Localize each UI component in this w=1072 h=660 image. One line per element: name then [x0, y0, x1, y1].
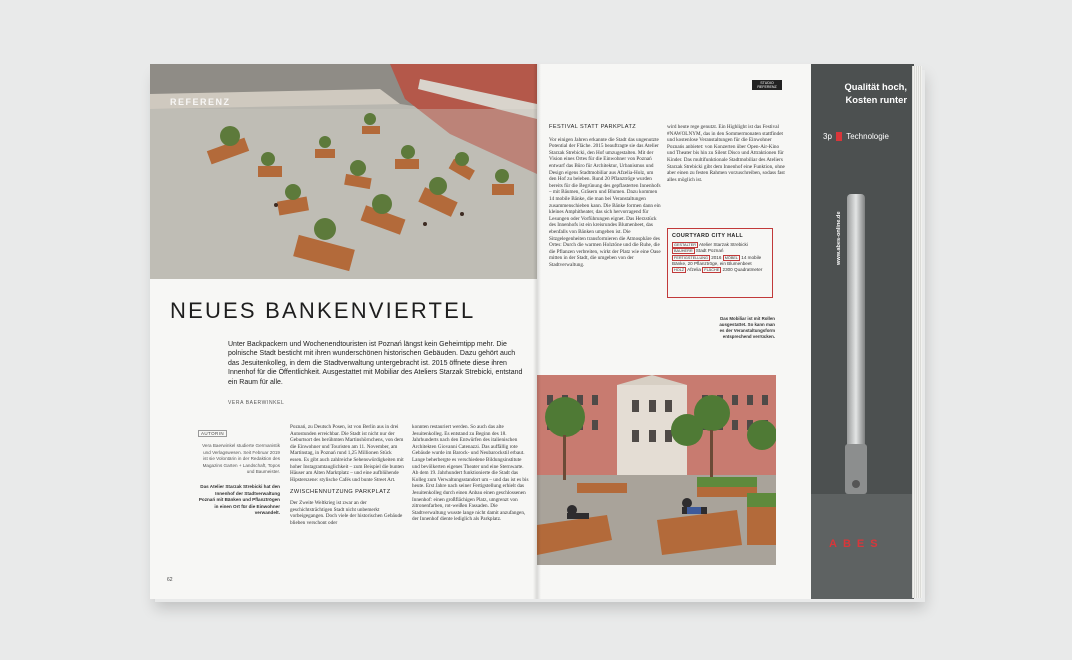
author-box-label: AUTORIN [198, 430, 227, 437]
ad-headline-line1: Qualität hoch, [844, 81, 907, 92]
courtyard-photo [537, 375, 776, 565]
courtyard-aerial-photo [150, 64, 537, 279]
info-value: 2016 [711, 254, 722, 260]
body-col1b-text: Der Zweite Weltkrieg ist zwar an der geschichtsträchtigen Stadt nicht unbemerkt vorbeigegangen. Doch viele der historischen Gebäude blieben verschont oder [290, 499, 403, 526]
subhead-festival: FESTIVAL STATT PARKPLATZ [549, 124, 637, 130]
page-stack-edge [912, 66, 922, 598]
info-key: FLÄCHE [704, 268, 720, 273]
body-column-2 [412, 424, 530, 523]
info-key: MÖBEL [724, 255, 738, 260]
body-col2-text: konnten restauriert werden. So auch das alte Jesuitenkolleg. Es entstand zu Beginn des 18. Jahrhunderts nach den Entwürfen des italienischen Architekten Giovanni Catenazzi. Das auffällig rote Gebäude wurde im Barock- und Neubarockstil erbaut. Lange beherbergte es verschiedene Bildungsinstitute und bevölkerten eigenes Theater und eine Sternwarte. Ab dem 19. Jahrhundert funktionierte die Stadt das Kolleg zum Verwaltungsstandort um – und das ist es bis heute. Erst Jahre nach seiner Fertigstellung erhielt das Jesuitenkolleg durch einen Anbau einen geschlossenen Innenhof: einen großflächigen Platz, umgrenzt von zitronenfarben, rot-weißen Fassaden. Die Stadtverwaltung wusste lange nicht damit anzufangen, der Innenhof diente lediglich als Parkplatz. [412, 424, 529, 523]
info-box-title: COURTYARD CITY HALL [672, 233, 744, 239]
left-caption: Das Atelier Starzak Strebicki hat den Innenhof der Stadtverwaltung Poznań mit Bänken und Pflanztrögen in einen Ort für die Einwohner verwandelt. [198, 483, 280, 516]
info-key: FERTIGSTELLUNG [674, 255, 708, 260]
ad-page [811, 64, 914, 599]
right-caption: Das Mobiliar ist mit Rollen ausgestattet. So kann man es der Veranstaltungsform entsprechend verrücken. [719, 316, 775, 339]
body-col3-text: Vor einigen Jahren erkannte die Stadt das ungenutzte Potential der Fläche. 2015 beauftragte sie das Atelier Starzak Strebicki, den Hof umzugestalten. Mit der Vision eines Ortes für die Einwohner von Poznań entwarf das Büro für Architektur, Urbanismus und Design eigens Stadtmobiliar aus Afzelia-Holz, um den Hof zu beleben. Rund 20 Pflanztröge wurden bereits für die Begrünung des gepflasterten Innenhofs – mit Bäumen, Gräsern und Blumen. Dazu kommen 14 mobile Bänke, die man bei Veranstaltungen zusammenschieben kann. Die Bänke formen dann ein kleines Amphitheater, das sich hervorragend für Lesungen oder Vorführungen eignet. Das Herzstück des Innenhofs ist ein kreisrundes Blumenbeet, das ebenfalls von Bänken umgeben ist. Die Sitzgelegenheiten transformieren die Atmosphäre des Ortes: Durch die warmen Holztöne und die Ruhe, die die Pflanzen verbreiten, wirkt der Platz wie eine Oase mitten in der Stadt, die umgeben von der Stadtverwaltung. [549, 136, 661, 268]
body-column-4 [667, 124, 787, 183]
ad-tech [823, 132, 889, 141]
info-value: 2300 Quadratmeter [722, 267, 763, 273]
article-title: NEUES BANKENVIERTEL [170, 298, 476, 323]
right-page [537, 64, 812, 599]
section-label: REFERENZ [170, 97, 231, 107]
info-value: Stadt Poznań [695, 248, 724, 254]
info-key: HOLZ [674, 268, 685, 273]
info-key: BAUHERR [674, 249, 693, 254]
subhead-parkplatz: ZWISCHENNUTZUNG PARKPLATZ [290, 489, 391, 496]
gutter-shadow [533, 64, 541, 599]
article-lead: Unter Backpackern und Wochenendtouristen ist Poznań längst kein Geheimtipp mehr. Die polnische Stadt besticht mit ihren wunderschönen historischen Gebäuden. Dazu gehört auch das Jesuitenkolleg, in dem die Stadtverwaltung untergebracht ist. 2015 öffnete diese ihren Innenhof für die Öffentlichkeit. Ausgestattet mit Mobiliar des Ateliers Starzak Strebicki, entstand ein Raum für alle. [228, 341, 523, 386]
info-value: 14 mobile Bänke, 20 Pflanztröge, ein Blumenbeet [672, 254, 762, 266]
info-value: Afzelia [687, 267, 701, 273]
info-value: Atelier Starzak Strebicki [699, 242, 748, 247]
ad-tech-prefix: 3p [823, 132, 832, 141]
left-page [150, 64, 537, 599]
ad-url: www.abes-online.de [836, 211, 842, 265]
info-key: GESTALTER [674, 243, 697, 247]
author-sidebar [198, 422, 280, 517]
ad-brand-logo: ABES [829, 538, 884, 550]
page-number: 62 [167, 577, 173, 583]
info-box [667, 228, 773, 298]
studio-label: STUDIO REFERENZ [752, 80, 782, 90]
body-col1-text: Poznań, zu Deutsch Posen, ist von Berlin aus in drei Autostunden erreichbar. Die Stadt ist nicht nur der Geburtsort des berühmten Martinshörnchens, von dem die Einwohner und Touristen am 11. November, am Martinstag, in Poznań rund 1,25 Millionen Stück essen. Es gibt auch zahlreiche Sehenswürdigkeiten mit hoher Instagramtauglichkeit – zum Beispiel die bunten Häuser am Alten Marktplatz – und eine aufblühende Hipsterszene: stylische Cafés und bunte Street Art. [290, 424, 404, 483]
body-column-1 [290, 424, 405, 526]
bollard-image [841, 194, 871, 514]
ad-headline [811, 80, 907, 106]
info-row [672, 267, 768, 273]
author-bio: Vera Baerwinkel studierte Germanistik und Verlagswesen. Seit Februar 2019 ist sie Volontärin in der Redaktion des Magazins Garten + Landschaft, Topos und Baumeister. [202, 443, 280, 475]
body-col4-text: wird heute rege genutzt. Ein Highlight ist das Festival #NAWOLNYM, das in den Sommermonaten stattfindet und kostenlose Veranstaltungen für die Einwohner Poznańs anbietet: von Konzerten über Open-Air-Kino und Theater bis hin zu Silent Disco und Attraktionen für Kinder. Das multifunktionale Stadtmobiliar des Ateliers Starzak Strebicki gibt dem Innenhof eine Funktion, ohne aber einen zu festen Rahmen vorzuschreiben, sodass fast alles möglich ist. [667, 124, 785, 183]
body-column-3 [549, 124, 662, 268]
red-square-icon [836, 132, 842, 141]
author-name: VERA BAERWINKEL [228, 400, 285, 406]
ad-headline-line2: Kosten runter [845, 94, 907, 105]
info-row [672, 255, 768, 268]
ad-tech-label: Technologie [846, 132, 889, 141]
